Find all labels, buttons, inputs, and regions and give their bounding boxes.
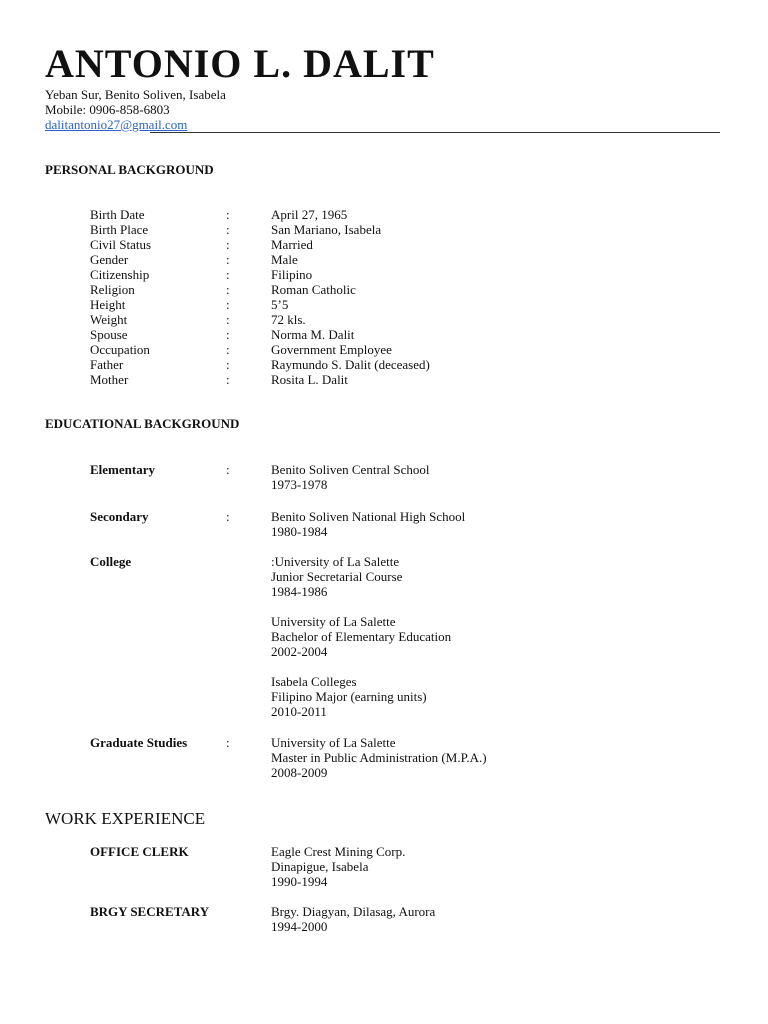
school-years: 1980-1984	[271, 524, 328, 539]
field-colon: :	[226, 462, 230, 477]
education-level-label: Graduate Studies	[90, 735, 188, 750]
field-label: Height	[90, 297, 126, 312]
education-details	[271, 554, 451, 719]
school-name: :University of La Salette	[271, 554, 400, 569]
field-value: 72 kls.	[271, 312, 306, 327]
school-name: University of La Salette	[271, 735, 396, 750]
field-label: Civil Status	[90, 237, 152, 252]
field-value: San Mariano, Isabela	[271, 222, 382, 237]
field-label: Mother	[90, 372, 129, 387]
field-colon: :	[226, 372, 230, 387]
field-value: Raymundo S. Dalit (deceased)	[271, 357, 430, 372]
school-years: 1984-1986	[271, 584, 328, 599]
field-label: Weight	[90, 312, 128, 327]
applicant-name: ANTONIO L. DALIT	[45, 41, 435, 86]
education-level-label: Elementary	[90, 462, 155, 477]
field-colon: :	[226, 312, 230, 327]
school-name: Benito Soliven National High School	[271, 509, 466, 524]
educational-background-heading: EDUCATIONAL BACKGROUND	[45, 416, 240, 431]
field-value: April 27, 1965	[271, 207, 348, 222]
field-colon: :	[226, 357, 230, 372]
school-years: 2002-2004	[271, 644, 328, 659]
field-value: Government Employee	[271, 342, 392, 357]
field-colon: :	[226, 267, 230, 282]
field-colon: :	[226, 222, 230, 237]
field-colon: :	[226, 297, 230, 312]
field-value: Married	[271, 237, 313, 252]
education-details	[271, 509, 465, 539]
field-label: Birth Place	[90, 222, 149, 237]
field-value: 5’5	[271, 297, 289, 312]
course-name: Junior Secretarial Course	[271, 569, 403, 584]
school-name: University of La Salette	[271, 614, 396, 629]
field-colon: :	[226, 237, 230, 252]
field-value: Filipino	[271, 267, 313, 282]
school-years: 2008-2009	[271, 765, 328, 780]
field-value: Male	[271, 252, 298, 267]
job-details	[271, 904, 435, 934]
field-colon: :	[226, 252, 230, 267]
field-colon: :	[226, 327, 230, 342]
field-colon: :	[226, 342, 230, 357]
work-experience-heading: WORK EXPERIENCE	[45, 809, 206, 828]
school-name: Isabela Colleges	[271, 674, 357, 689]
job-years: 1994-2000	[271, 919, 328, 934]
employer-name: Eagle Crest Mining Corp.	[271, 844, 406, 859]
field-label: Religion	[90, 282, 135, 297]
field-label: Birth Date	[90, 207, 145, 222]
header-divider	[150, 132, 720, 133]
field-colon: :	[226, 735, 230, 750]
field-colon: :	[226, 282, 230, 297]
education-level-label: College	[90, 554, 132, 569]
job-position: BRGY SECRETARY	[90, 904, 210, 919]
field-value: Roman Catholic	[271, 282, 356, 297]
field-label: Father	[90, 357, 124, 372]
field-label: Occupation	[90, 342, 150, 357]
course-name: Filipino Major (earning units)	[271, 689, 427, 704]
job-years: 1990-1994	[271, 874, 328, 889]
course-name: Bachelor of Elementary Education	[271, 629, 452, 644]
school-name: Benito Soliven Central School	[271, 462, 430, 477]
education-details	[271, 735, 487, 780]
mobile-text: Mobile: 0906-858-6803	[45, 102, 170, 117]
education-details	[271, 462, 430, 492]
email-link[interactable]: dalitantonio27@gmail.com	[45, 117, 188, 132]
field-value: Rosita L. Dalit	[271, 372, 348, 387]
field-value: Norma M. Dalit	[271, 327, 355, 342]
employer-location: Dinapigue, Isabela	[271, 859, 369, 874]
address-text: Yeban Sur, Benito Soliven, Isabela	[45, 87, 226, 102]
employer-name: Brgy. Diagyan, Dilasag, Aurora	[271, 904, 436, 919]
field-colon: :	[226, 207, 230, 222]
education-level-label: Secondary	[90, 509, 149, 524]
school-years: 2010-2011	[271, 704, 327, 719]
field-label: Citizenship	[90, 267, 150, 282]
field-colon: :	[226, 509, 230, 524]
school-years: 1973-1978	[271, 477, 328, 492]
personal-background-heading: PERSONAL BACKGROUND	[45, 162, 214, 177]
field-label: Gender	[90, 252, 129, 267]
field-label: Spouse	[90, 327, 128, 342]
job-position: OFFICE CLERK	[90, 844, 189, 859]
job-details	[271, 844, 405, 889]
course-name: Master in Public Administration (M.P.A.)	[271, 750, 487, 765]
